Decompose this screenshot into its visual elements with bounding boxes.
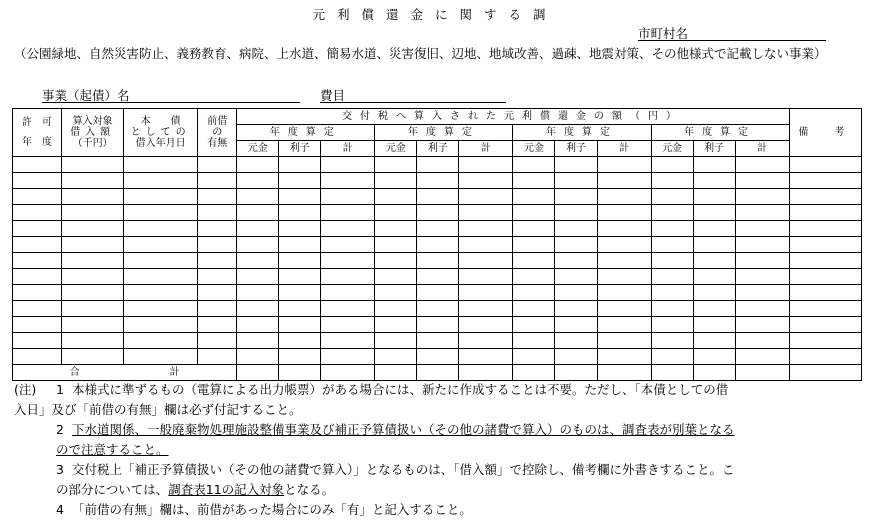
table-cell[interactable] [417,317,459,333]
table-cell[interactable] [124,173,198,189]
scope-text: （公園緑地、自然災害防止、義務教育、病院、上水道、簡易水道、災害復旧、辺地、地域改善、過疎、地震対策、その他様式で記載しない事業） [14,46,827,61]
table-cell[interactable] [62,157,124,173]
table-cell[interactable] [789,333,861,349]
table-cell[interactable] [417,189,459,205]
table-cell[interactable] [693,253,735,269]
table-row [13,349,862,365]
expense-item-label: 費目 [320,88,346,103]
header-year-calc-2: 年度算定 [375,125,513,141]
note-3-text-cont-c: となる。 [284,482,335,497]
table-cell[interactable] [459,189,513,205]
table-cell[interactable] [237,157,279,173]
table-cell[interactable] [198,301,237,317]
table-cell[interactable] [375,221,417,237]
table-cell[interactable] [237,237,279,253]
table-cell[interactable] [651,349,693,365]
table-cell[interactable] [651,333,693,349]
table-cell[interactable] [321,285,375,301]
table-cell[interactable] [651,189,693,205]
table-cell[interactable] [417,173,459,189]
table-cell[interactable] [789,189,861,205]
municipality-label: 市町村名 [638,26,689,41]
table-cell[interactable] [459,157,513,173]
table-cell[interactable] [651,205,693,221]
table-cell[interactable] [789,269,861,285]
total-cell[interactable] [693,365,735,381]
table-cell[interactable] [279,237,321,253]
table-cell[interactable] [13,253,62,269]
table-cell[interactable] [321,269,375,285]
table-cell[interactable] [555,269,597,285]
table-cell[interactable] [789,205,861,221]
table-cell[interactable] [13,173,62,189]
table-cell[interactable] [124,349,198,365]
table-cell[interactable] [198,333,237,349]
header-loan-date: 本 債 としての 借入年月日 [124,109,198,157]
table-cell[interactable] [198,221,237,237]
table-cell[interactable] [597,317,651,333]
table-cell[interactable] [651,285,693,301]
table-cell[interactable] [651,269,693,285]
subheader-interest-3: 利子 [555,141,597,157]
table-cell[interactable] [555,221,597,237]
table-cell[interactable] [279,253,321,269]
table-cell[interactable] [375,205,417,221]
table-cell[interactable] [417,333,459,349]
subheader-principal-3: 元金 [513,141,555,157]
table-row [13,189,862,205]
table-cell[interactable] [62,333,124,349]
table-cell[interactable] [375,269,417,285]
table-cell[interactable] [555,349,597,365]
table-cell[interactable] [13,301,62,317]
table-cell[interactable] [735,157,789,173]
table-cell[interactable] [735,189,789,205]
table-cell[interactable] [13,157,62,173]
note-3-number: 3 [56,462,64,477]
table-cell[interactable] [13,189,62,205]
header-permit-year: 許 可 年 度 [13,109,62,157]
table-cell[interactable] [693,221,735,237]
table-cell[interactable] [459,349,513,365]
table-cell[interactable] [735,285,789,301]
table-cell[interactable] [789,317,861,333]
table-cell[interactable] [279,221,321,237]
total-cell[interactable] [651,365,693,381]
table-row [13,269,862,285]
header-remarks: 備 考 [789,109,861,157]
table-cell[interactable] [555,157,597,173]
table-cell[interactable] [124,253,198,269]
table-cell[interactable] [651,157,693,173]
table-cell[interactable] [321,173,375,189]
total-row [13,365,862,381]
table-cell[interactable] [459,269,513,285]
total-cell[interactable] [735,365,789,381]
table-cell[interactable] [279,189,321,205]
table-cell[interactable] [693,173,735,189]
header-year-calc-4: 年度算定 [651,125,789,141]
table-cell[interactable] [13,205,62,221]
table-cell[interactable] [597,189,651,205]
table-cell[interactable] [237,349,279,365]
table-cell[interactable] [417,221,459,237]
table-cell[interactable] [321,333,375,349]
total-cell[interactable] [789,365,861,381]
table-cell[interactable] [597,173,651,189]
table-cell[interactable] [375,253,417,269]
table-cell[interactable] [459,333,513,349]
table-cell[interactable] [124,317,198,333]
table-cell[interactable] [321,349,375,365]
table-cell[interactable] [693,237,735,253]
table-cell[interactable] [789,237,861,253]
table-row [13,285,862,301]
table-cell[interactable] [62,221,124,237]
table-cell[interactable] [375,173,417,189]
table-cell[interactable] [555,205,597,221]
table-cell[interactable] [735,317,789,333]
table-cell[interactable] [693,285,735,301]
table-cell[interactable] [321,317,375,333]
table-cell[interactable] [459,221,513,237]
table-cell[interactable] [513,173,555,189]
table-cell[interactable] [693,205,735,221]
table-cell[interactable] [198,237,237,253]
subheader-total-4: 計 [735,141,789,157]
table-cell[interactable] [555,253,597,269]
note-2-text: 下水道関係、一般廃棄物処理施設整備事業及び補正予算債扱い（その他の諸費で算入）のものは、調査表が別葉となる [72,422,735,437]
table-cell[interactable] [124,301,198,317]
table-cell[interactable] [124,269,198,285]
table-cell[interactable] [597,221,651,237]
table-cell[interactable] [237,253,279,269]
header-tax-amount-group: 交付税へ算入された元利償還金の額（円） [237,109,790,125]
table-cell[interactable] [279,205,321,221]
header-year-calc-1: 年度算定 [237,125,375,141]
table-cell[interactable] [459,237,513,253]
total-cell[interactable] [237,365,279,381]
table-cell[interactable] [417,157,459,173]
table-cell[interactable] [513,333,555,349]
table-cell[interactable] [513,349,555,365]
table-cell[interactable] [555,189,597,205]
note-1-text: 本様式に準ずるもの（電算による出力帳票）がある場合には、新たに作成することは不要。ただし、「本債としての借 [72,382,729,397]
table-cell[interactable] [279,173,321,189]
note-2-number: 2 [56,422,64,437]
table-cell[interactable] [459,253,513,269]
table-cell[interactable] [124,285,198,301]
table-cell[interactable] [198,285,237,301]
table-cell[interactable] [597,237,651,253]
table-cell[interactable] [597,349,651,365]
table-cell[interactable] [459,301,513,317]
subheader-principal-4: 元金 [651,141,693,157]
subheader-interest-2: 利子 [417,141,459,157]
subheader-principal-1: 元金 [237,141,279,157]
table-cell[interactable] [321,157,375,173]
table-cell[interactable] [555,301,597,317]
total-cell[interactable] [375,365,417,381]
table-cell[interactable] [279,285,321,301]
table-cell[interactable] [321,189,375,205]
total-cell[interactable] [279,365,321,381]
header-prior-loan: 前借 の 有無 [198,109,237,157]
table-cell[interactable] [417,237,459,253]
note-4-number: 4 [56,502,64,517]
table-cell[interactable] [693,157,735,173]
table-cell[interactable] [237,317,279,333]
table-cell[interactable] [237,301,279,317]
note-3-text: 交付税上「補正予算債扱い（その他の諸費で算入）」となるものは、「借入額」で控除し、備考欄に外書きすること。こ [72,462,735,477]
table-cell[interactable] [198,157,237,173]
project-name-field[interactable] [42,86,300,103]
table-cell[interactable] [417,269,459,285]
table-cell[interactable] [321,253,375,269]
table-cell[interactable] [735,333,789,349]
table-cell[interactable] [279,349,321,365]
table-row [13,237,862,253]
table-row [13,157,862,173]
table-cell[interactable] [62,349,124,365]
table-cell[interactable] [555,317,597,333]
table-cell[interactable] [375,349,417,365]
table-cell[interactable] [735,237,789,253]
table-cell[interactable] [279,317,321,333]
table-cell[interactable] [789,349,861,365]
table-cell[interactable] [13,269,62,285]
table-cell[interactable] [124,333,198,349]
note-2-text-cont: ので注意すること。 [56,442,169,457]
notes-prefix: (注) [14,382,37,397]
municipality-field[interactable] [638,24,826,41]
table-cell[interactable] [13,333,62,349]
table-cell[interactable] [513,317,555,333]
table-cell[interactable] [124,205,198,221]
table-cell[interactable] [417,205,459,221]
table-cell[interactable] [62,253,124,269]
table-cell[interactable] [789,285,861,301]
table-cell[interactable] [513,253,555,269]
table-cell[interactable] [597,253,651,269]
table-row [13,317,862,333]
table-cell[interactable] [375,285,417,301]
table-cell[interactable] [62,317,124,333]
table-cell[interactable] [62,205,124,221]
table-cell[interactable] [13,237,62,253]
table-cell[interactable] [279,269,321,285]
table-cell[interactable] [459,285,513,301]
table-cell[interactable] [555,285,597,301]
table-cell[interactable] [198,349,237,365]
table-cell[interactable] [735,221,789,237]
table-cell[interactable] [513,189,555,205]
table-cell[interactable] [789,173,861,189]
table-row [13,301,862,317]
table-cell[interactable] [237,173,279,189]
table-cell[interactable] [693,189,735,205]
table-cell[interactable] [513,237,555,253]
table-cell[interactable] [597,333,651,349]
subheader-principal-2: 元金 [375,141,417,157]
table-cell[interactable] [555,237,597,253]
subheader-interest-1: 利子 [279,141,321,157]
table-cell[interactable] [513,157,555,173]
expense-item-field[interactable] [320,86,506,103]
table-cell[interactable] [13,349,62,365]
note-3-text-cont-a: の部分については、 [56,482,169,497]
table-cell[interactable] [237,205,279,221]
table-cell[interactable] [693,333,735,349]
table-cell[interactable] [513,221,555,237]
table-cell[interactable] [198,173,237,189]
repayment-table [12,108,862,381]
header-loan-amount: 算入対象 借入額 （千円） [62,109,124,157]
table-cell[interactable] [459,317,513,333]
notes-section [14,380,860,520]
table-cell[interactable] [597,205,651,221]
table-cell[interactable] [693,301,735,317]
table-cell[interactable] [321,237,375,253]
table-cell[interactable] [375,301,417,317]
table-cell[interactable] [62,173,124,189]
page-title: 元利償還金に関する調 [312,7,558,22]
subheader-interest-4: 利子 [693,141,735,157]
table-cell[interactable] [198,253,237,269]
table-cell[interactable] [62,237,124,253]
table-row [13,221,862,237]
table-cell[interactable] [62,285,124,301]
note-3-text-cont-b: 調査表11の記入対象 [168,482,285,497]
table-cell[interactable] [735,173,789,189]
table-row [13,205,862,221]
total-cell[interactable] [321,365,375,381]
table-cell[interactable] [735,301,789,317]
table-cell[interactable] [237,285,279,301]
table-cell[interactable] [417,349,459,365]
table-cell[interactable] [237,269,279,285]
header-year-calc-3: 年度算定 [513,125,651,141]
table-row [13,173,862,189]
table-cell[interactable] [279,157,321,173]
table-cell[interactable] [597,157,651,173]
table-cell[interactable] [513,301,555,317]
table-cell[interactable] [279,301,321,317]
table-cell[interactable] [597,269,651,285]
table-cell[interactable] [597,301,651,317]
table-cell[interactable] [13,285,62,301]
total-cell[interactable] [555,365,597,381]
total-label: 合 計 [13,365,237,381]
table-cell[interactable] [198,189,237,205]
table-cell[interactable] [198,317,237,333]
table-row [13,253,862,269]
table-cell[interactable] [555,333,597,349]
table-cell[interactable] [198,269,237,285]
table-cell[interactable] [13,221,62,237]
table-cell[interactable] [651,301,693,317]
table-cell[interactable] [375,317,417,333]
table-cell[interactable] [124,189,198,205]
table-cell[interactable] [693,317,735,333]
table-cell[interactable] [124,157,198,173]
table-cell[interactable] [417,301,459,317]
table-cell[interactable] [459,205,513,221]
table-cell[interactable] [198,205,237,221]
table-cell[interactable] [375,333,417,349]
total-cell[interactable] [597,365,651,381]
table-cell[interactable] [13,317,62,333]
table-cell[interactable] [735,253,789,269]
table-cell[interactable] [555,173,597,189]
note-1-number: 1 [56,382,64,397]
table-cell[interactable] [375,189,417,205]
total-cell[interactable] [459,365,513,381]
table-cell[interactable] [789,301,861,317]
table-cell[interactable] [651,237,693,253]
table-cell[interactable] [62,269,124,285]
project-name-label: 事業（起債）名 [42,88,130,103]
table-cell[interactable] [735,349,789,365]
table-cell[interactable] [321,301,375,317]
table-cell[interactable] [124,221,198,237]
table-row [13,333,862,349]
table-cell[interactable] [651,253,693,269]
total-cell[interactable] [417,365,459,381]
table-cell[interactable] [237,333,279,349]
note-1-text-cont: 入日」及び「前借の有無」欄は必ず付記すること。 [14,402,302,417]
table-cell[interactable] [789,253,861,269]
table-cell[interactable] [124,237,198,253]
table-cell[interactable] [279,333,321,349]
table-cell[interactable] [62,189,124,205]
table-cell[interactable] [789,157,861,173]
table-cell[interactable] [321,221,375,237]
subheader-total-1: 計 [321,141,375,157]
table-cell[interactable] [693,269,735,285]
table-cell[interactable] [513,269,555,285]
table-cell[interactable] [735,205,789,221]
subheader-total-2: 計 [459,141,513,157]
note-4-text: 「前借の有無」欄は、前借があった場合にのみ「有」と記入すること。 [72,502,472,517]
table-cell[interactable] [459,173,513,189]
table-cell[interactable] [62,301,124,317]
table-cell[interactable] [789,221,861,237]
total-cell[interactable] [513,365,555,381]
table-cell[interactable] [237,221,279,237]
table-cell[interactable] [513,205,555,221]
table-cell[interactable] [375,157,417,173]
table-cell[interactable] [651,173,693,189]
table-cell[interactable] [693,349,735,365]
table-cell[interactable] [237,189,279,205]
table-cell[interactable] [651,317,693,333]
table-cell[interactable] [735,269,789,285]
table-cell[interactable] [513,285,555,301]
table-cell[interactable] [417,253,459,269]
table-cell[interactable] [651,221,693,237]
table-cell[interactable] [375,237,417,253]
table-cell[interactable] [417,285,459,301]
table-cell[interactable] [321,205,375,221]
subheader-total-3: 計 [597,141,651,157]
table-cell[interactable] [597,285,651,301]
